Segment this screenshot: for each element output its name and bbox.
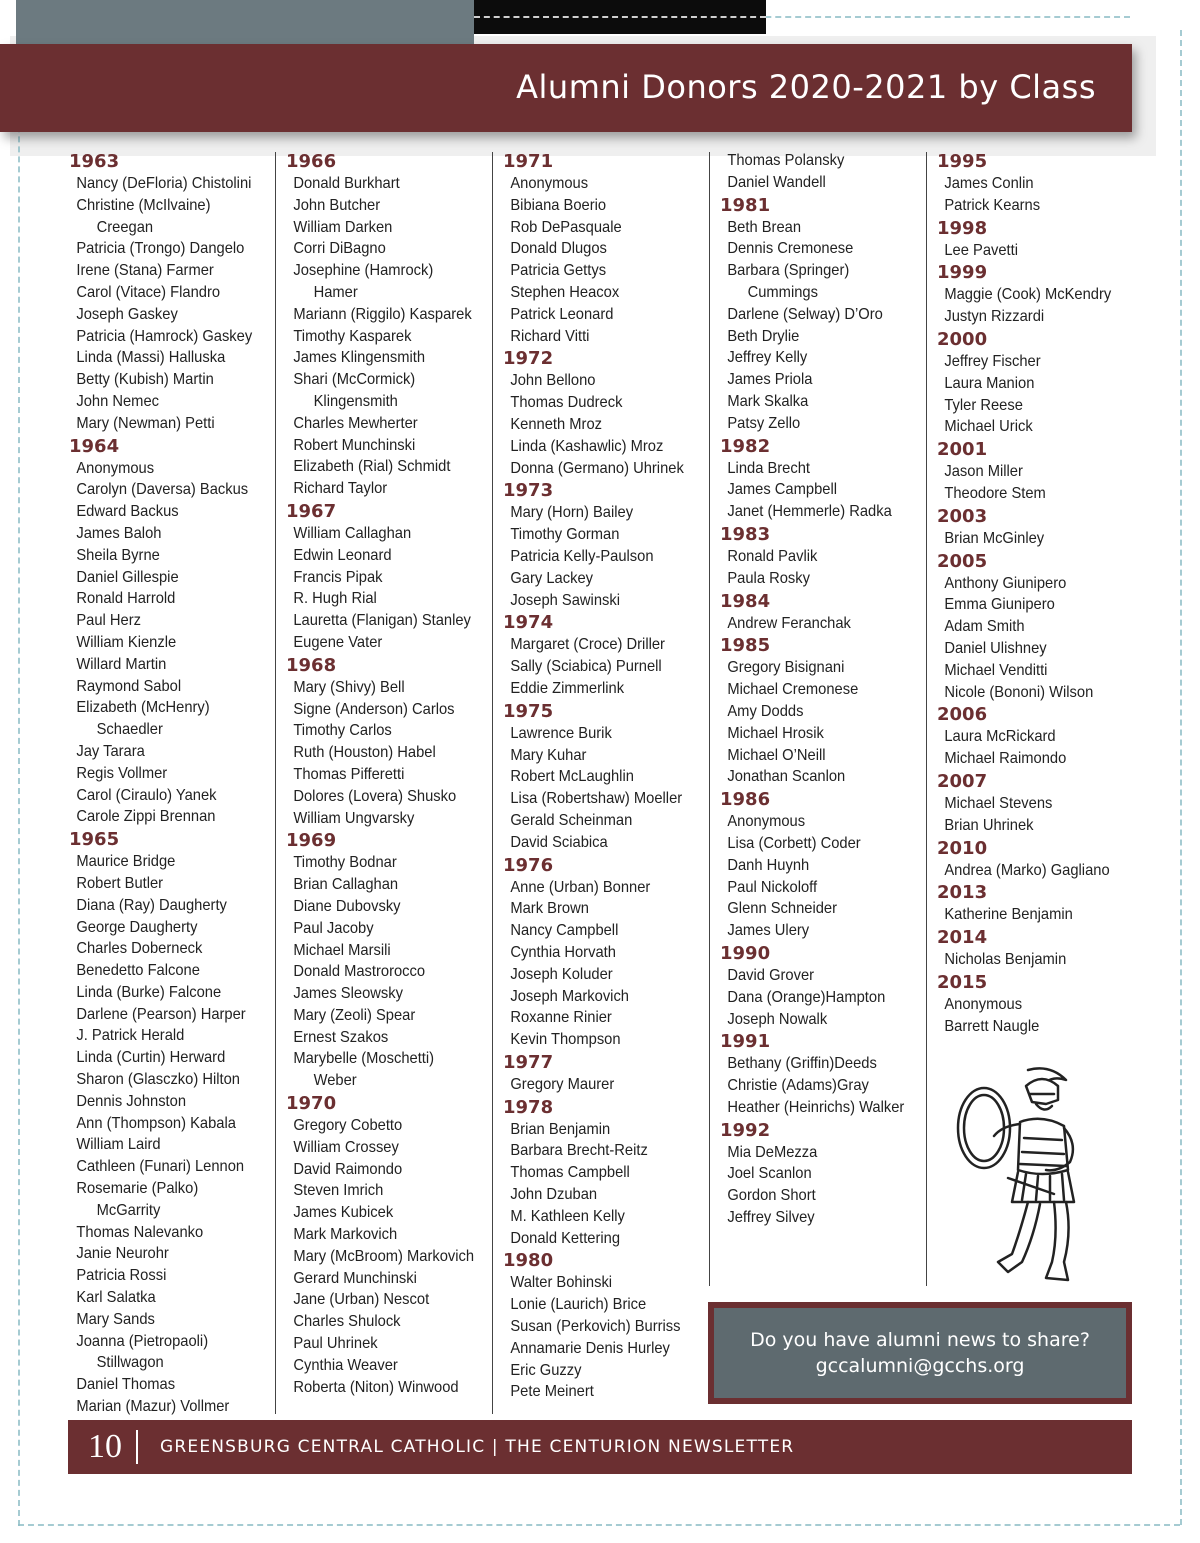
dashed-border-bottom [18, 1524, 1180, 1526]
donor-name: Brian McGinley [944, 529, 1045, 547]
donor-name: Janie Neurohr [76, 1245, 169, 1263]
donor-name: Thomas Polansky [727, 152, 845, 169]
donor-name: Rosemarie (Palko) [76, 1180, 199, 1198]
donor-name: Susan (Perkovich) Burriss [510, 1318, 681, 1336]
class-year-heading: 1971 [503, 151, 554, 172]
donor-name: Lawrence Burik [510, 724, 612, 742]
donor-name: Cynthia Horvath [510, 943, 616, 961]
donor-name: James Conlin [944, 175, 1034, 192]
header-accent-gray [16, 0, 474, 44]
class-year-heading: 1991 [720, 1031, 771, 1053]
donor-name: Anthony Giunipero [944, 574, 1067, 592]
donor-name: James Baloh [76, 524, 162, 542]
donor-name: Francis Pipak [293, 568, 383, 586]
donor-name: Thomas Pifferetti [293, 765, 405, 783]
donor-name: Mary (McBroom) Markovich [293, 1247, 475, 1265]
donor-name: Eric Guzzy [510, 1361, 582, 1379]
donor-name: Amy Dodds [727, 702, 804, 720]
donor-name: Betty (Kubish) Martin [76, 371, 214, 389]
class-year-heading: 1998 [937, 217, 988, 239]
class-year-heading: 1973 [503, 480, 554, 502]
donor-name: William Crossey [293, 1138, 399, 1156]
column-divider [492, 152, 493, 1414]
donor-name: Barrett Naugle [944, 1017, 1040, 1035]
footer-divider [136, 1430, 138, 1464]
donor-name: Dolores (Lovera) Shusko [293, 787, 457, 805]
donor-name: Joseph Koluder [510, 965, 613, 983]
donor-name: Lonie (Laurich) Brice [510, 1296, 647, 1314]
donor-name: Robert Munchinski [293, 436, 416, 454]
page-number: 10 [88, 1428, 122, 1465]
donor-name: David Sciabica [510, 833, 608, 851]
class-year-heading: 1968 [286, 654, 337, 676]
donor-name: Michael Marsili [293, 941, 391, 959]
donor-name: Daniel Wandell [727, 173, 826, 191]
class-year-heading: 1970 [286, 1093, 337, 1115]
donor-name: Mary Kuhar [510, 746, 587, 764]
donor-name: Joel Scanlon [727, 1165, 812, 1183]
donor-name: Daniel Thomas [76, 1376, 176, 1394]
class-year-heading: 1975 [503, 700, 554, 722]
donor-name: Mary (Shivy) Bell [293, 678, 405, 696]
donor-name: Emma Giunipero [944, 596, 1055, 614]
donor-name: Thomas Dudreck [510, 394, 623, 412]
donor-name: Carol (Ciraulo) Yanek [76, 786, 217, 804]
donor-name: M. Kathleen Kelly [510, 1207, 625, 1225]
donor-name: Stephen Heacox [510, 283, 620, 301]
donor-name: Marian (Mazur) Vollmer [76, 1398, 230, 1416]
donor-name: Shari (McCormick) [293, 371, 416, 389]
donor-name: Gerard Munchinski [293, 1269, 417, 1287]
donor-name: Dana (Orange)Hampton [727, 988, 886, 1006]
class-year-heading: 1985 [720, 635, 771, 657]
donor-name: Katherine Benjamin [944, 906, 1073, 924]
column-divider [926, 152, 927, 1286]
class-year-heading: 1984 [720, 590, 771, 612]
donor-name: Theodore Stem [944, 484, 1046, 502]
donor-name: Kevin Thompson [510, 1031, 621, 1049]
donor-name: Edwin Leonard [293, 546, 392, 564]
publication-name: GREENSBURG CENTRAL CATHOLIC | THE CENTURION NEWSLETTER [160, 1437, 795, 1457]
donor-name: George Daugherty [76, 918, 198, 936]
donor-name-continuation: McGarrity [96, 1201, 161, 1219]
class-year-heading: 2010 [937, 837, 988, 859]
donor-name: Jason Miller [944, 463, 1023, 481]
donor-name-continuation: Hamer [313, 283, 358, 301]
donor-name: Linda Brecht [727, 459, 811, 477]
donor-name-continuation: Schaedler [96, 721, 163, 739]
donor-name: Roxanne Rinier [510, 1009, 612, 1027]
callout-email[interactable]: gccalumni@gcchs.org [815, 1355, 1025, 1377]
donor-name: Linda (Curtin) Herward [76, 1049, 226, 1067]
donor-name: Adam Smith [944, 618, 1025, 636]
class-year-heading: 1995 [937, 151, 988, 172]
donor-name: Darlene (Pearson) Harper [76, 1005, 246, 1023]
donor-name: Bethany (Griffin)Deeds [727, 1055, 877, 1073]
class-year-heading: 2006 [937, 704, 988, 726]
donor-name: Gerald Scheinman [510, 811, 633, 829]
donor-name: Brian Callaghan [293, 876, 399, 894]
donor-name: Michael Hrosik [727, 724, 824, 742]
donor-name: Patricia Gettys [510, 262, 607, 280]
class-year-heading: 2015 [937, 971, 988, 993]
donor-name: Beth Drylie [727, 327, 800, 345]
class-year-heading: 1969 [286, 830, 337, 852]
donor-name: Jane (Urban) Nescot [293, 1291, 430, 1309]
donor-name: Anonymous [944, 995, 1023, 1013]
donor-name: Diana (Ray) Daugherty [76, 896, 227, 914]
donor-name: Signe (Anderson) Carlos [293, 700, 455, 718]
donor-name-continuation: Cummings [747, 283, 818, 301]
donor-name: Carol (Vitace) Flandro [76, 283, 221, 301]
donor-name: Linda (Massi) Halluska [76, 349, 226, 367]
class-year-heading: 1965 [69, 829, 120, 851]
donor-name: Mia DeMezza [727, 1143, 818, 1161]
donor-name: Lee Pavetti [944, 241, 1019, 259]
donor-name: Mary (Newman) Petti [76, 414, 215, 432]
dashed-border-right [1180, 30, 1182, 1525]
donor-name: Charles Shulock [293, 1313, 401, 1331]
donor-name: Jay Tarara [76, 742, 145, 760]
donor-name: Joseph Gaskey [76, 305, 178, 323]
donor-name: J. Patrick Herald [76, 1027, 185, 1045]
class-year-heading: 1992 [720, 1119, 771, 1141]
donor-name: Ruth (Houston) Habel [293, 744, 436, 762]
class-year-heading: 1990 [720, 942, 771, 964]
column-divider [275, 152, 276, 1414]
donor-name: Jeffrey Kelly [727, 349, 808, 367]
donor-name: Glenn Schneider [727, 900, 838, 918]
donor-name: Kenneth Mroz [510, 415, 603, 433]
donor-name: Mary (Zeoli) Spear [293, 1006, 416, 1024]
class-year-heading: 1972 [503, 348, 554, 370]
class-year-heading: 2005 [937, 550, 988, 572]
donor-name: Donald Burkhart [293, 175, 400, 192]
donor-name: Linda (Kashawlic) Mroz [510, 437, 664, 455]
donor-name: Eugene Vater [293, 633, 383, 651]
class-year-heading: 1976 [503, 854, 554, 876]
donor-name: Dennis Johnston [76, 1092, 187, 1110]
donor-name: Christie (Adams)Gray [727, 1077, 869, 1095]
page-footer [68, 1420, 1132, 1474]
donor-name: Dennis Cremonese [727, 240, 854, 258]
donor-name: Patsy Zello [727, 414, 801, 432]
donor-name: Donna (Germano) Uhrinek [510, 459, 684, 477]
donor-name: William Darken [293, 218, 393, 236]
donor-name: Sally (Sciabica) Purnell [510, 658, 662, 676]
donor-name: Lisa (Robertshaw) Moeller [510, 790, 683, 808]
donor-name: James Priola [727, 371, 813, 389]
donor-name-continuation: Klingensmith [313, 392, 398, 410]
donor-name-continuation: Weber [313, 1072, 357, 1090]
donor-name: Richard Taylor [293, 480, 388, 498]
donor-name: Patricia Rossi [76, 1267, 167, 1285]
donor-name: Barbara Brecht-Reitz [510, 1142, 648, 1160]
donor-name: John Nemec [76, 392, 160, 410]
donor-name: Thomas Campbell [510, 1164, 630, 1182]
donor-name: Nicholas Benjamin [944, 951, 1067, 969]
donor-name: Brian Benjamin [510, 1120, 611, 1138]
donor-name: Maggie (Cook) McKendry [944, 286, 1112, 304]
donor-name: Thomas Nalevanko [76, 1223, 204, 1241]
donor-name: Michael Raimondo [944, 750, 1067, 768]
donor-name: Janet (Hemmerle) Radka [727, 503, 892, 521]
donor-column-5 [937, 150, 1126, 1038]
donor-name: Mary Sands [76, 1310, 155, 1328]
donor-name: Donald Dlugos [510, 240, 607, 258]
donor-name: David Raimondo [293, 1160, 403, 1178]
donor-column-1 [69, 150, 268, 1418]
class-year-heading: 1980 [503, 1250, 554, 1272]
donor-name: Jonathan Scanlon [727, 768, 846, 786]
donor-name: Donald Mastrorocco [293, 963, 426, 981]
centurion-warrior-icon [950, 1066, 1100, 1288]
donor-name: Roberta (Niton) Winwood [293, 1378, 459, 1396]
class-year-heading: 1981 [720, 194, 771, 216]
donor-name: James Sleowsky [293, 985, 403, 1003]
class-year-heading: 2014 [937, 927, 988, 949]
donor-name: John Dzuban [510, 1186, 598, 1204]
donor-name: Sharon (Glasczko) Hilton [76, 1071, 240, 1089]
donor-name: Justyn Rizzardi [944, 308, 1045, 326]
donor-name: Robert Butler [76, 874, 164, 892]
donor-name: Gary Lackey [510, 569, 593, 587]
donor-name: Josephine (Hamrock) [293, 262, 434, 280]
class-year-heading: 2001 [937, 439, 988, 461]
donor-name: William Callaghan [293, 524, 412, 542]
dashed-border-left [18, 16, 20, 1526]
donor-name: Joseph Nowalk [727, 1010, 828, 1028]
donor-name: Sheila Byrne [76, 546, 160, 564]
class-year-heading: 1977 [503, 1051, 554, 1073]
donor-name: Paul Jacoby [293, 919, 374, 937]
class-year-heading: 1999 [937, 262, 988, 284]
donor-name: Raymond Sabol [76, 677, 182, 695]
donor-column-3 [503, 150, 700, 1403]
donor-name: Maurice Bridge [76, 853, 176, 871]
donor-name: Heather (Heinrichs) Walker [727, 1098, 905, 1116]
class-year-heading: 2003 [937, 505, 988, 527]
donor-name-continuation: Creegan [96, 218, 154, 236]
donor-name: William Laird [76, 1136, 161, 1154]
donor-name: John Bellono [510, 372, 596, 390]
donor-name: James Campbell [727, 481, 837, 499]
donor-name: Andrea (Marko) Gagliano [944, 861, 1110, 879]
donor-column-2 [286, 150, 490, 1398]
donor-name: Edward Backus [76, 503, 179, 521]
donor-name: Margaret (Croce) Driller [510, 636, 665, 654]
donor-name: Jeffrey Fischer [944, 352, 1041, 370]
donor-name: Andrew Feranchak [727, 614, 851, 632]
donor-name: Charles Doberneck [76, 940, 203, 958]
donor-name: Patricia (Trongo) Dangelo [76, 240, 245, 258]
donor-name: Patricia Kelly-Paulson [510, 547, 654, 565]
donor-name: Mariann (Riggilo) Kasparek [293, 305, 472, 323]
callout-question: Do you have alumni news to share? [750, 1329, 1090, 1351]
class-year-heading: 1964 [69, 435, 120, 457]
page-title: Alumni Donors 2020-2021 by Class [516, 68, 1096, 106]
donor-name: Darlene (Selway) D’Oro [727, 305, 883, 323]
donor-name: Anonymous [76, 459, 155, 477]
donor-name: Paula Rosky [727, 569, 811, 587]
donor-name: Annamarie Denis Hurley [510, 1339, 670, 1357]
donor-name: Jeffrey Silvey [727, 1209, 815, 1227]
donor-name: Elizabeth (McHenry) [76, 699, 210, 717]
donor-name: David Grover [727, 966, 815, 984]
donor-name: Corri DiBagno [293, 240, 386, 258]
donor-name: Cathleen (Funari) Lennon [76, 1158, 245, 1176]
donor-name: James Klingensmith [293, 349, 426, 367]
donor-name: Rob DePasquale [510, 218, 622, 236]
donor-name: Barbara (Springer) [727, 262, 850, 280]
donor-name: Gregory Cobetto [293, 1117, 403, 1135]
donor-name: Patricia (Hamrock) Gaskey [76, 327, 253, 345]
donor-name: Beth Brean [727, 218, 802, 236]
donor-name: Walter Bohinski [510, 1274, 613, 1292]
donor-name: Regis Vollmer [76, 764, 168, 782]
donor-name: John Butcher [293, 196, 381, 214]
class-year-heading: 1978 [503, 1096, 554, 1118]
class-year-heading: 1974 [503, 612, 554, 634]
donor-name: Gregory Maurer [510, 1075, 615, 1093]
donor-name: Willard Martin [76, 655, 167, 673]
donor-name: Anonymous [727, 813, 806, 831]
donor-name: Joseph Sawinski [510, 591, 620, 609]
class-year-heading: 1983 [720, 523, 771, 545]
donor-name: Ronald Harrold [76, 590, 176, 608]
donor-name: Christine (McIlvaine) [76, 196, 211, 214]
donor-name: Nancy Campbell [510, 922, 619, 940]
donor-name: Irene (Stana) Farmer [76, 262, 214, 280]
donor-name: Benedetto Falcone [76, 962, 200, 980]
donor-name: Mark Brown [510, 900, 589, 918]
class-year-heading: 1967 [286, 500, 337, 522]
donor-name: Carole Zippi Brennan [76, 808, 216, 826]
class-year-heading: 2013 [937, 882, 988, 904]
donor-name: R. Hugh Rial [293, 590, 377, 608]
donor-name: William Ungvarsky [293, 809, 415, 827]
donor-name: Lauretta (Flanigan) Stanley [293, 612, 471, 630]
donor-name: Lisa (Corbett) Coder [727, 834, 861, 852]
donor-name: Karl Salatka [76, 1289, 156, 1307]
donor-name: Diane Dubovsky [293, 897, 401, 915]
donor-name: Michael Stevens [944, 794, 1053, 812]
donor-name: Daniel Gillespie [76, 568, 179, 586]
class-year-heading: 2007 [937, 770, 988, 792]
class-year-heading: 1966 [286, 151, 337, 172]
donor-name: Bibiana Boerio [510, 196, 607, 214]
donor-name: Ann (Thompson) Kabala [76, 1114, 236, 1132]
donor-name: Laura McRickard [944, 728, 1056, 746]
donor-name: Tyler Reese [944, 396, 1023, 414]
donor-name: Robert McLaughlin [510, 768, 634, 786]
donor-name: Charles Mewherter [293, 414, 418, 432]
donor-name: Patrick Kearns [944, 196, 1041, 214]
donor-name: Cynthia Weaver [293, 1356, 398, 1374]
donor-name: Linda (Burke) Falcone [76, 983, 222, 1001]
donor-name: Nancy (DeFloria) Chistolini [76, 175, 252, 192]
donor-name: Anne (Urban) Bonner [510, 878, 651, 896]
donor-name: Michael O’Neill [727, 746, 826, 764]
class-year-heading: 1982 [720, 435, 771, 457]
donor-name: William Kienzle [76, 633, 177, 651]
donor-name: Danh Huynh [727, 856, 810, 874]
donor-name: Mark Markovich [293, 1226, 398, 1244]
header-band [0, 44, 1132, 132]
donor-name: Paul Uhrinek [293, 1335, 378, 1353]
alumni-news-callout [708, 1302, 1132, 1404]
donor-name: Laura Manion [944, 374, 1035, 392]
donor-name: Ernest Szakos [293, 1028, 389, 1046]
donor-name: Anonymous [510, 175, 589, 192]
donor-name-continuation: Stillwagon [96, 1354, 164, 1372]
donor-name: Daniel Ulishney [944, 639, 1047, 657]
column-divider [709, 152, 710, 1286]
donor-name: Richard Vitti [510, 327, 590, 345]
donor-name: Marybelle (Moschetti) [293, 1050, 435, 1068]
donor-name: Michael Cremonese [727, 681, 859, 699]
donor-column-4 [720, 150, 920, 1229]
donor-name: Joanna (Pietropaoli) [76, 1332, 209, 1350]
donor-name: Timothy Bodnar [293, 854, 397, 872]
donor-name: Brian Uhrinek [944, 816, 1034, 834]
alumni-news-callout-inner [714, 1308, 1126, 1398]
donor-name: Timothy Carlos [293, 722, 392, 740]
donor-name: Gregory Bisignani [727, 659, 845, 677]
donor-name: Steven Imrich [293, 1182, 384, 1200]
class-year-heading: 2000 [937, 328, 988, 350]
donor-name: Paul Herz [76, 612, 141, 630]
donor-name: Eddie Zimmerlink [510, 679, 625, 697]
donor-name: James Ulery [727, 922, 810, 940]
donor-name: Nicole (Bononi) Wilson [944, 683, 1094, 701]
header-accent-black [474, 0, 766, 34]
class-year-heading: 1963 [69, 151, 120, 172]
donor-name: Mark Skalka [727, 392, 809, 410]
donor-name: Michael Venditti [944, 661, 1048, 679]
donor-name: Timothy Gorman [510, 526, 620, 544]
donor-name: Ronald Pavlik [727, 547, 818, 565]
donor-name: Joseph Markovich [510, 987, 629, 1005]
donor-name: Carolyn (Daversa) Backus [76, 481, 249, 499]
donor-name: Donald Kettering [510, 1229, 621, 1247]
donor-name: Elizabeth (Rial) Schmidt [293, 458, 451, 476]
class-year-heading: 1986 [720, 789, 771, 811]
donor-name: Paul Nickoloff [727, 878, 818, 896]
donor-name: Patrick Leonard [510, 305, 614, 323]
donor-name: Mary (Horn) Bailey [510, 504, 634, 522]
donor-name: Gordon Short [727, 1187, 816, 1205]
donor-name: Pete Meinert [510, 1383, 594, 1401]
donor-name: James Kubicek [293, 1204, 394, 1222]
donor-name: Timothy Kasparek [293, 327, 412, 345]
donor-name: Michael Urick [944, 418, 1033, 436]
